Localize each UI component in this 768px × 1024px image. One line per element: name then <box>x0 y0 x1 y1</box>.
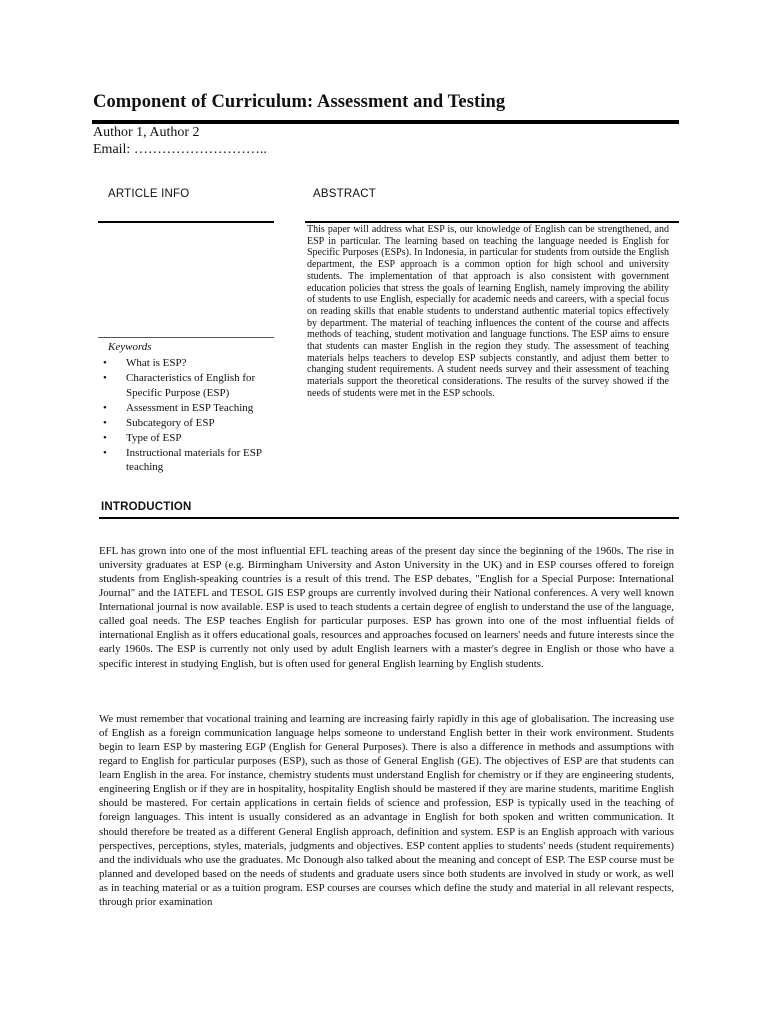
keywords-title: Keywords <box>108 341 152 353</box>
keyword-item: • Assessment in ESP Teaching <box>103 401 254 414</box>
keywords-rule <box>98 337 274 338</box>
keyword-item: • What is ESP? <box>103 357 187 369</box>
abstract-rule <box>305 221 679 223</box>
bullet-icon: • <box>103 357 107 369</box>
article-info-rule <box>98 221 274 223</box>
bullet-icon: • <box>103 446 107 459</box>
abstract-heading: ABSTRACT <box>313 188 376 200</box>
bullet-icon: • <box>103 372 107 384</box>
keyword-item: • Type of ESP <box>103 431 182 444</box>
bullet-icon: • <box>103 416 107 429</box>
author-names: Author 1, Author 2 <box>93 125 200 140</box>
author-email: Email: ……………………….. <box>93 142 267 157</box>
introduction-heading: INTRODUCTION <box>101 501 192 513</box>
introduction-paragraph-2: We must remember that vocational training and learning are increasing fairly rapidly in this age of globalisation. The increasing use of English as a foreign communication language helps someone to understand English better in their work environment. Students begin to learn ESP by mastering EGP (English for General Purposes). There is also a difference in methods and assumptions with regard to English for particular purposes (ESP), such as those of General English (GE). The objectives of ESP are that students can learn English in the area. For instance, chemistry students must understand English for chemistry or if they are engineering students, engineering English or if they are in hospitality, hospitality English should be mastered if they are marine students, maritime English should be mastered. For certain applications in certain fields of science and profession, ESP is typically used in the teaching of foreign languages. This intent is usually considered as an advantage in English for both spoken and written communication. It should therefore be treated as a different General English approach, definition and system. ESP is an English approach with various perspectives, perceptions, styles, materials, judgments and objectives. ESP content applies to students' needs (student requirements) and the individuals who use the graduates. Mc Donough also talked about the meaning and concept of ESP. The ESP course must be planned and developed based on the needs of students and graduate users since both students are involved in study or work, as well as in teaching material or as a tuition program. ESP courses are courses which define the study and material in all relevant respects, through prior examination <box>99 712 674 909</box>
article-info-heading: ARTICLE INFO <box>108 188 190 200</box>
abstract-text: This paper will address what ESP is, our knowledge of English can be strengthened, and ESP in particular. The learning based on teaching the language needed is English for Specific Purposes (ESPs). In Indonesia, in particular for students from outside the English department, the ESP approach is a common option for high school and university students. The implementation of that approach is also consistent with government education policies that stress the goals of learning English, namely improving the ability of students to use English, especially for academic needs and careers, with a special focus on reading skills that enable students to understand authentic material topics effectively by department. The material of teaching influences the content of the course and affects methods of teaching, student motivation and language functions. The ESP aims to ensure that students can master English in the region they study. The assessment of teaching materials helps teachers to develop ESP subjects constantly, and adjust them better to changing student requirements. A student needs survey and their assessment of teaching materials support the theoretical considerations. The results of the survey showed if the needs of students were met in the ESP schools. <box>307 224 669 399</box>
paper-title: Component of Curriculum: Assessment and Testing <box>93 92 506 112</box>
introduction-paragraph-1: EFL has grown into one of the most influential EFL teaching areas of the present day since the beginning of the 1960s. The rise in university graduates at ESP (e.g. Birmingham University and Aston University in the UK) and in ESP courses offered to foreign students from English-speaking countries is a result of this trend. The ESP debates, "English for a Special Purpose: International Journal" and the IATEFL and TESOL GIS ESP groups are currently involved during their National conferences. A very well known International journal is now available. ESP is used to teach students a certain degree of english to understand the use of the language, called goal needs. The ESP teaches English for particular purposes. ESP has grown into one of the most influential fields of international English as it offers educational goals, resources and approaches focused on learners' needs and future interests since the early 1960s. The ESP is currently not only used by adult English learners with a master's degree in English or those who have a specific interest in studying English, but is often used for general English learning by English students. <box>99 544 674 670</box>
keyword-item: • Characteristics of English for Specific Purpose (ESP) <box>103 372 256 399</box>
keyword-item: • Subcategory of ESP <box>103 416 215 429</box>
keyword-item: • Instructional materials for ESP teaching <box>103 446 262 473</box>
bullet-icon: • <box>103 401 107 414</box>
bullet-icon: • <box>103 431 107 444</box>
keywords-list <box>103 356 273 475</box>
introduction-rule <box>99 517 679 519</box>
author-block <box>93 124 267 158</box>
